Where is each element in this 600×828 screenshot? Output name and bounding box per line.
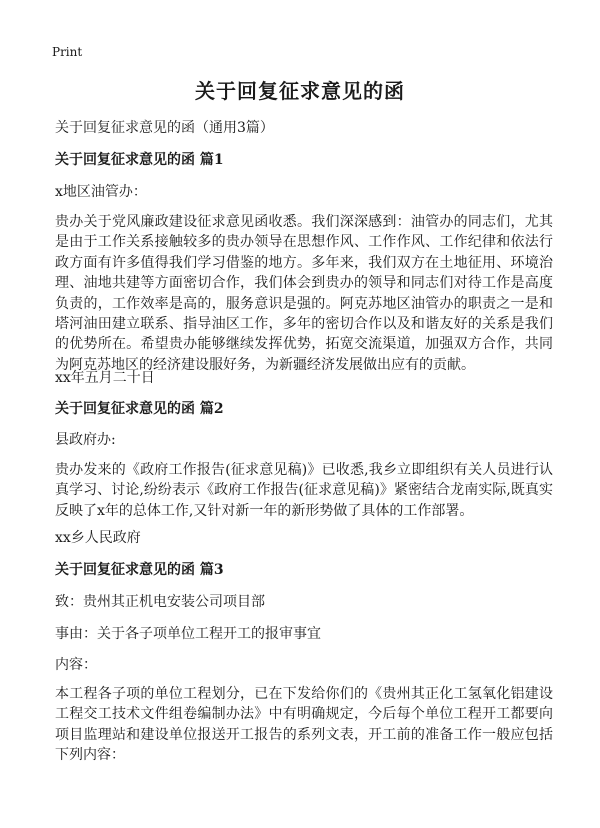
document-subtitle: 关于回复征求意见的函（通用3篇） [55,120,274,136]
section-3-heading: 关于回复征求意见的函 篇3 [55,562,224,578]
section-1-body: 贵办关于党风廉政建设征求意见函收悉。我们深深感到：油管办的同志们，尤其是由于工作关系接触较多的贵办领导在思想作风、工作作风、工作纪律和依法行政方面有许多值得我们学习借鉴的地方。多年来，我们双方在土地征用、环境治理、油地共建等方面密切合作，我们体会到贵办的领导和同志们对待工作是高度负责的，工作效率是高的，服务意识是强的。阿克苏地区油管办的职责之一是和塔河油田建立联系、指导油区工作，多年的密切合作以及和谐友好的关系是我们的优势所在。希望贵办能够继续发挥优势，拓宽交流渠道，加强双方合作，共同为阿克苏地区的经济建设服好务，为新疆经济发展做出应有的贡献。 [55,214,553,373]
section-1-salutation: x地区油管办： [55,184,147,200]
section-1-heading: 关于回复征求意见的函 篇1 [55,152,224,168]
section-2-heading: 关于回复征求意见的函 篇2 [55,401,224,417]
section-3-body: 本工程各子项的单位工程划分，已在下发给你们的《贵州其正化工氢氧化铝建设工程交工技术文件组卷编制办法》中有明确规定，今后每个单位工程开工都要向项目监理站和建设单位报送开工报告的系列文表，开工前的准备工作一般应包括下列内容： [55,686,553,764]
section-3-content-label: 内容： [55,657,97,673]
section-2-salutation: 县政府办: [55,432,116,448]
print-link[interactable]: Print [52,45,83,59]
section-2-body: 贵办发来的《政府工作报告(征求意见稿)》已收悉,我乡立即组织有关人员进行认真学习、讨论,纷纷表示《政府工作报告(征求意见稿)》紧密结合龙南实际,既真实反映了x年的总体工作,又针对新一年的新形势做了具体的工作部署。 [55,462,553,519]
section-3-subject: 事由：关于各子项单位工程开工的报审事宜 [55,626,321,642]
section-2-signature: xx乡人民政府 [55,530,141,546]
section-1-date: xx年五月二十日 [55,370,155,386]
section-3-recipient: 致：贵州其正机电安装公司项目部 [55,594,265,610]
page-title: 关于回复征求意见的函 [195,79,405,103]
